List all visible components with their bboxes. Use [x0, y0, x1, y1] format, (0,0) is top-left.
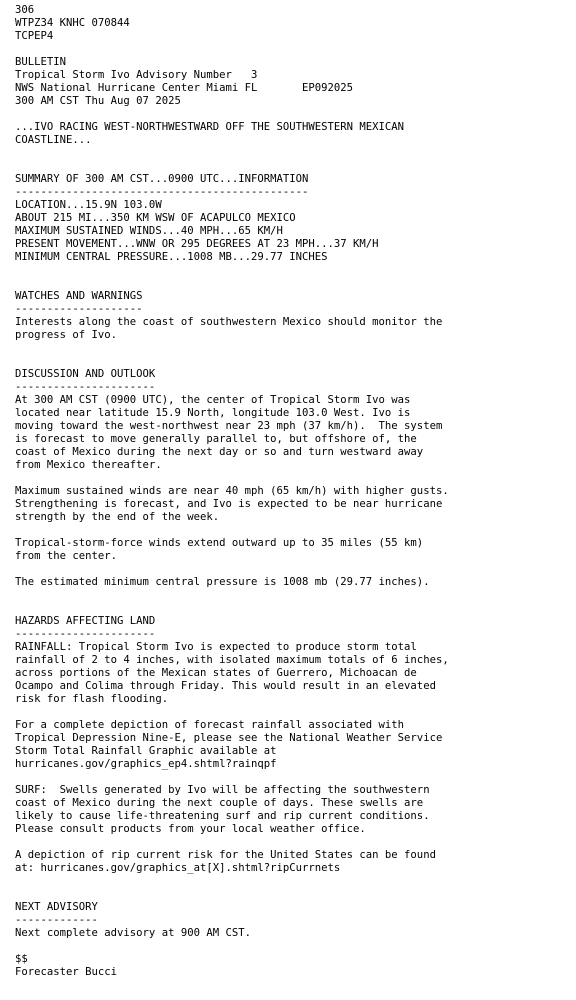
document-line: hurricanes.gov/graphics_ep4.shtml?rainqpf	[15, 758, 277, 770]
document-line: PRESENT MOVEMENT...WNW OR 295 DEGREES AT 23 MPH...37 KM/H	[15, 238, 379, 250]
document-line: RAINFALL: Tropical Storm Ivo is expected to produce storm total	[15, 641, 417, 653]
document-line	[15, 602, 449, 615]
document-line: TCPEP4	[15, 30, 54, 42]
document-line	[15, 563, 449, 576]
document-line: Maximum sustained winds are near 40 mph (65 km/h) with higher gusts.	[15, 485, 449, 497]
document-line: ----------------------	[15, 381, 156, 393]
document-line: Ocampo and Colima through Friday. This would result in an elevated	[15, 680, 436, 692]
document-line: rainfall of 2 to 4 inches, with isolated maximum totals of 6 inches,	[15, 654, 449, 666]
document-line: LOCATION...15.9N 103.0W	[15, 199, 162, 211]
document-line: Tropical Depression Nine-E, please see the National Weather Service	[15, 732, 443, 744]
document-line: Tropical Storm Ivo Advisory Number 3	[15, 69, 258, 81]
document-line: likely to cause life-threatening surf and rip current conditions.	[15, 810, 430, 822]
document-line	[15, 355, 449, 368]
document-line: moving toward the west-northwest near 23 mph (37 km/h). The system	[15, 420, 443, 432]
document-line: 300 AM CST Thu Aug 07 2025	[15, 95, 181, 107]
document-line	[15, 875, 449, 888]
document-line: at: hurricanes.gov/graphics_at[X].shtml?ripCurrnets	[15, 862, 341, 874]
document-line: At 300 AM CST (0900 UTC), the center of Tropical Storm Ivo was	[15, 394, 411, 406]
document-line: HAZARDS AFFECTING LAND	[15, 615, 156, 627]
document-line	[15, 836, 449, 849]
document-line: risk for flash flooding.	[15, 693, 169, 705]
document-line: NEXT ADVISORY	[15, 901, 98, 913]
document-line: ----------------------------------------------	[15, 186, 309, 198]
document-line: MINIMUM CENTRAL PRESSURE...1008 MB...29.77 INCHES	[15, 251, 328, 263]
document-line: BULLETIN	[15, 56, 67, 68]
document-line	[15, 160, 449, 173]
document-line: progress of Ivo.	[15, 329, 118, 341]
document-line	[15, 277, 449, 290]
document-line: NWS National Hurricane Center Miami FL EP092025	[15, 82, 354, 94]
document-line	[15, 589, 449, 602]
document-line	[15, 888, 449, 901]
document-line	[15, 108, 449, 121]
document-line	[15, 147, 449, 160]
document-line: SUMMARY OF 300 AM CST...0900 UTC...INFORMATION	[15, 173, 309, 185]
document-line: A depiction of rip current risk for the United States can be found	[15, 849, 436, 861]
document-line	[15, 706, 449, 719]
document-line: Storm Total Rainfall Graphic available at	[15, 745, 277, 757]
document-line: --------------------	[15, 303, 143, 315]
document-line: located near latitude 15.9 North, longitude 103.0 West. Ivo is	[15, 407, 411, 419]
document-line: strength by the end of the week.	[15, 511, 220, 523]
document-line: ----------------------	[15, 628, 156, 640]
document-line: Tropical-storm-force winds extend outward up to 35 miles (55 km)	[15, 537, 424, 549]
document-line: $$	[15, 953, 28, 965]
document-line: The estimated minimum central pressure is 1008 mb (29.77 inches).	[15, 576, 430, 588]
document-line: Forecaster Bucci	[15, 966, 118, 978]
document-line	[15, 771, 449, 784]
document-line: DISCUSSION AND OUTLOOK	[15, 368, 156, 380]
document-line	[15, 524, 449, 537]
document-line: ABOUT 215 MI...350 KM WSW OF ACAPULCO MEXICO	[15, 212, 296, 224]
document-line: 306	[15, 4, 35, 16]
document-line	[15, 940, 449, 953]
document-line: -------------	[15, 914, 98, 926]
document-line: Please consult products from your local weather office.	[15, 823, 366, 835]
document-line: coast of Mexico during the next couple of days. These swells are	[15, 797, 424, 809]
document-line: coast of Mexico during the next day or so and turn westward away	[15, 446, 424, 458]
document-line: COASTLINE...	[15, 134, 92, 146]
document-line: is forecast to move generally parallel to, but offshore of, the	[15, 433, 417, 445]
document-line	[15, 342, 449, 355]
document-line: WATCHES AND WARNINGS	[15, 290, 143, 302]
document-line: across portions of the Mexican states of Guerrero, Michoacan de	[15, 667, 417, 679]
document-line	[15, 472, 449, 485]
document-line: from the center.	[15, 550, 118, 562]
document-line: from Mexico thereafter.	[15, 459, 162, 471]
document-line	[15, 264, 449, 277]
advisory-document	[15, 4, 449, 979]
document-line	[15, 43, 449, 56]
document-line: For a complete depiction of forecast rainfall associated with	[15, 719, 405, 731]
document-line: SURF: Swells generated by Ivo will be affecting the southwestern	[15, 784, 430, 796]
document-line: Interests along the coast of southwestern Mexico should monitor the	[15, 316, 443, 328]
document-line: WTPZ34 KNHC 070844	[15, 17, 130, 29]
document-line: Strengthening is forecast, and Ivo is expected to be near hurricane	[15, 498, 443, 510]
document-line: ...IVO RACING WEST-NORTHWESTWARD OFF THE SOUTHWESTERN MEXICAN	[15, 121, 405, 133]
document-line: MAXIMUM SUSTAINED WINDS...40 MPH...65 KM/H	[15, 225, 283, 237]
document-line: Next complete advisory at 900 AM CST.	[15, 927, 251, 939]
